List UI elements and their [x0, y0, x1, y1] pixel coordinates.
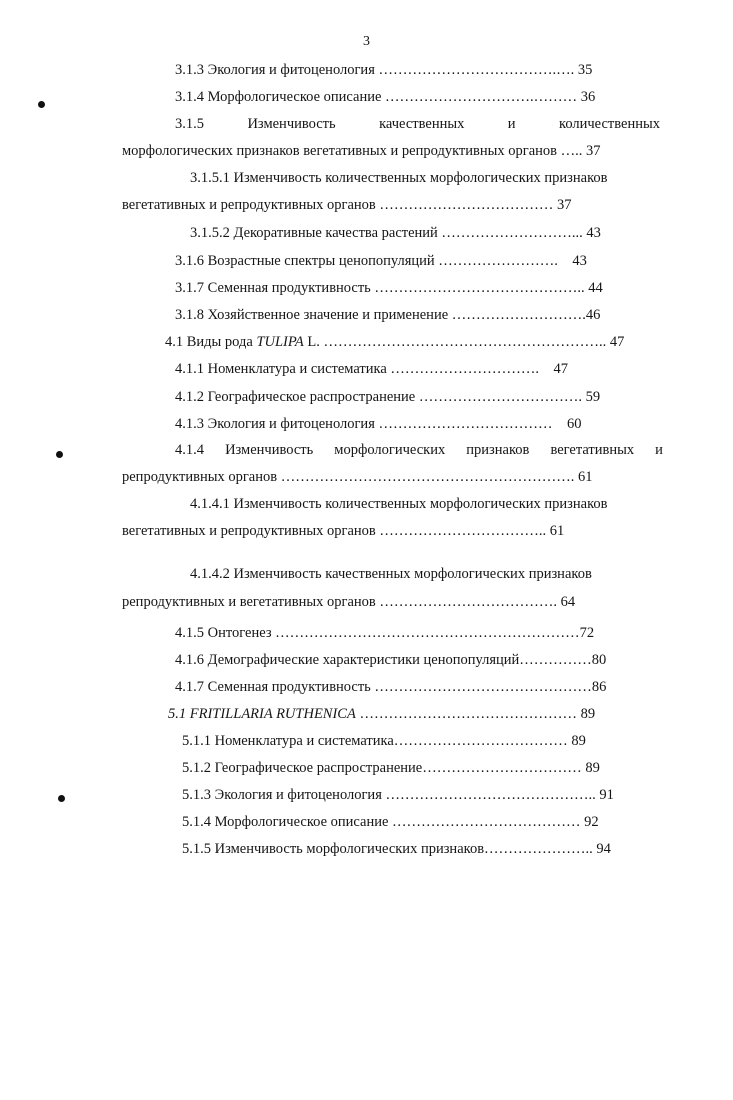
toc-word: Изменчивость — [247, 116, 336, 132]
toc-entry-4-1-4-line2: репродуктивных органов ……………………………………………………. 61 — [122, 469, 593, 485]
toc-word: качественных — [379, 116, 465, 132]
toc-word: и — [655, 442, 663, 458]
toc-word: вегетативных — [550, 442, 635, 458]
toc-word: Изменчивость — [225, 442, 314, 458]
toc-entry-3-1-5-2: 3.1.5.2 Декоративные качества растений ………………………... 43 — [190, 225, 601, 241]
toc-entry-5-1-1: 5.1.1 Номенклатура и систематика……………………………… 89 — [182, 733, 586, 749]
toc-entry-4-1-6: 4.1.6 Демографические характеристики ценопопуляций……………80 — [175, 652, 607, 668]
toc-word: и — [507, 116, 516, 132]
toc-entry-3-1-5-line2: морфологических признаков вегетативных и репродуктивных органов ….. 37 — [122, 143, 601, 159]
toc-entry-5-1-suffix: ……………………………………… 89 — [355, 706, 596, 722]
toc-entry-4-1-4-line1 — [175, 441, 663, 459]
toc-entry-4-1-1: 4.1.1 Номенклатура и систематика …………………………. 47 — [175, 361, 569, 377]
toc-entry-4-1 — [165, 333, 624, 351]
toc-word: 4.1.4 — [175, 442, 204, 458]
toc-entry-3-1-8: 3.1.8 Хозяйственное значение и применение ……………………….46 — [175, 307, 601, 323]
toc-entry-4-1-5: 4.1.5 Онтогенез ………………………………………………………72 — [175, 625, 595, 641]
toc-word: 3.1.5 — [175, 116, 204, 132]
toc-entry-4-1-4-2-line1: 4.1.4.2 Изменчивость качественных морфологических признаков — [190, 566, 592, 582]
toc-entry-3-1-3: 3.1.3 Экология и фитоценология ……………………………….…. 35 — [175, 62, 593, 78]
toc-entry-4-1-4-2-line2: репродуктивных и вегетативных органов ………………………………. 64 — [122, 594, 576, 610]
toc-entry-5-1-3: 5.1.3 Экология и фитоценология …………………………………….. 91 — [182, 787, 614, 803]
toc-entry-3-1-5-1-line2: вегетативных и репродуктивных органов ……………………………… 37 — [122, 197, 572, 213]
margin-bullet-3 — [58, 795, 65, 802]
toc-entry-5-1-5: 5.1.5 Изменчивость морфологических признаков………………….. 94 — [182, 841, 611, 857]
toc-entry-5-1-2: 5.1.2 Географическое распространение…………………………… 89 — [182, 760, 600, 776]
margin-bullet-2 — [56, 451, 63, 458]
toc-entry-3-1-6: 3.1.6 Возрастные спектры ценопопуляций ……………………. 43 — [175, 253, 587, 269]
toc-entry-3-1-4: 3.1.4 Морфологическое описание ………………………….……… 36 — [175, 89, 596, 105]
toc-entry-3-1-5-line1 — [175, 115, 660, 133]
toc-entry-4-1-4-1-line1: 4.1.4.1 Изменчивость количественных морфологических признаков — [190, 496, 608, 512]
toc-entry-5-1-species: 5.1 FRITILLARIA RUTHENICA — [168, 706, 356, 722]
toc-entry-3-1-7: 3.1.7 Семенная продуктивность …………………………………….. 44 — [175, 280, 603, 296]
toc-entry-4-1-suffix: L. ………………………………………………….. 47 — [303, 334, 625, 350]
toc-entry-4-1-7: 4.1.7 Семенная продуктивность ………………………………………86 — [175, 679, 607, 695]
page-number: 3 — [363, 34, 370, 49]
toc-entry-4-1-2: 4.1.2 Географическое распространение ……………………………. 59 — [175, 389, 601, 405]
toc-entry-4-1-genus: TULIPA — [256, 334, 304, 350]
toc-entry-5-1-4: 5.1.4 Морфологическое описание ………………………………… 92 — [182, 814, 599, 830]
toc-word: морфологических — [334, 442, 446, 458]
toc-entry-4-1-3: 4.1.3 Экология и фитоценология ……………………………… 60 — [175, 416, 582, 432]
margin-bullet-1 — [38, 101, 45, 108]
toc-word: признаков — [466, 442, 530, 458]
toc-entry-3-1-5-1-line1: 3.1.5.1 Изменчивость количественных морфологических признаков — [190, 170, 608, 186]
toc-entry-4-1-4-1-line2: вегетативных и репродуктивных органов …………………………….. 61 — [122, 523, 565, 539]
toc-entry-4-1-prefix: 4.1 Виды рода — [165, 334, 257, 350]
toc-word: количественных — [559, 116, 660, 132]
toc-entry-5-1 — [168, 705, 595, 723]
